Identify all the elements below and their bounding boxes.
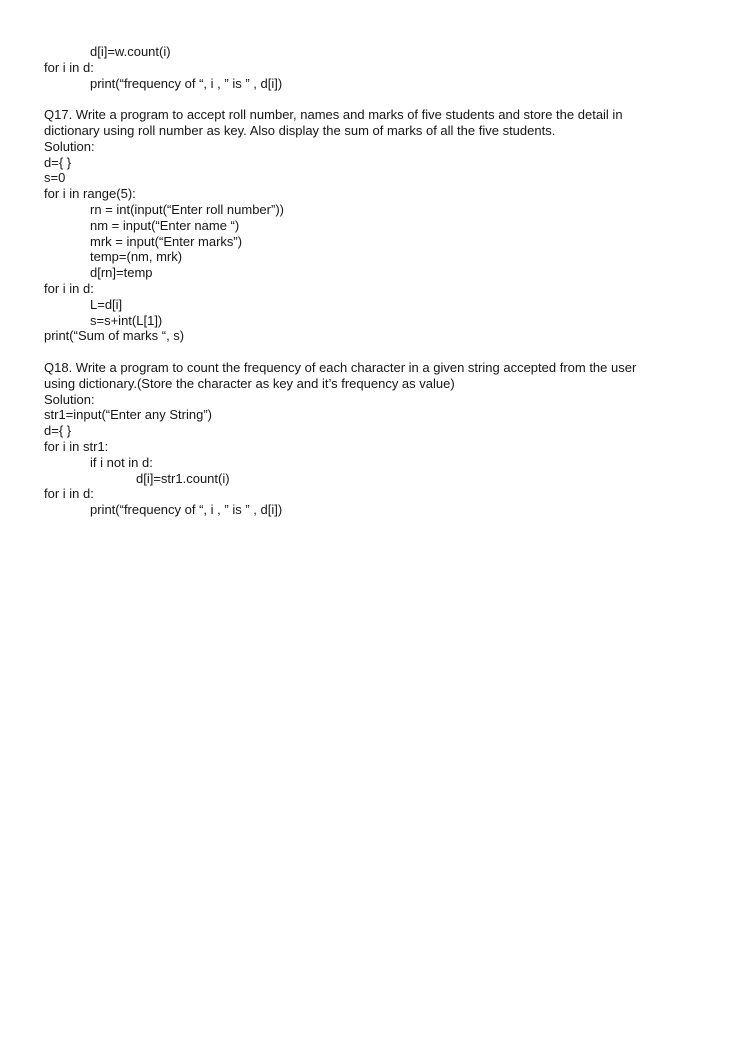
code-line: for i in d:: [44, 59, 94, 75]
code-line: for i in range(5):: [44, 186, 136, 202]
code-line: rn = int(input(“Enter roll number”)): [90, 201, 284, 217]
code-line: d[i]=w.count(i): [90, 44, 171, 59]
paragraph-line: Q17. Write a program to accept roll number, names and marks of five students and store the detail in: [44, 107, 623, 123]
code-line: nm = input(“Enter name “): [90, 217, 240, 233]
code-line: print(“Sum of marks “, s): [44, 328, 185, 344]
code-line: temp=(nm, mrk): [90, 249, 183, 265]
code-line: mrk = input(“Enter marks”): [90, 233, 243, 249]
blank-line: [44, 91, 704, 107]
code-line: L=d[i]: [90, 296, 123, 312]
paragraph-line: Q18. Write a program to count the frequency of each character in a given string accepted from the user: [44, 359, 637, 375]
code-line: d[i]=str1.count(i): [136, 470, 230, 486]
paragraph-line: Solution:: [44, 138, 95, 154]
paragraph-line: using dictionary.(Store the character as key and it’s frequency as value): [44, 375, 455, 391]
code-line: d={ }: [44, 154, 72, 170]
code-line: for i in d:: [44, 486, 94, 502]
code-line: for i in str1:: [44, 438, 109, 454]
paragraph-line: dictionary using roll number as key. Also display the sum of marks of all the five students.: [44, 122, 556, 138]
blank-line: [44, 344, 704, 360]
code-line: for i in d:: [44, 280, 94, 296]
code-line: d[rn]=temp: [90, 265, 153, 281]
code-line: if i not in d:: [90, 454, 153, 470]
code-line: s=0: [44, 170, 66, 186]
document-content: [0, 0, 744, 518]
code-line: d={ }: [44, 423, 72, 439]
paragraph-line: Solution:: [44, 391, 95, 407]
code-line: print(“frequency of “, i , ” is ” , d[i]): [90, 502, 283, 518]
code-line: print(“frequency of “, i , ” is ” , d[i]): [90, 75, 283, 91]
code-line: str1=input(“Enter any String”): [44, 407, 212, 423]
code-line: s=s+int(L[1]): [90, 312, 163, 328]
